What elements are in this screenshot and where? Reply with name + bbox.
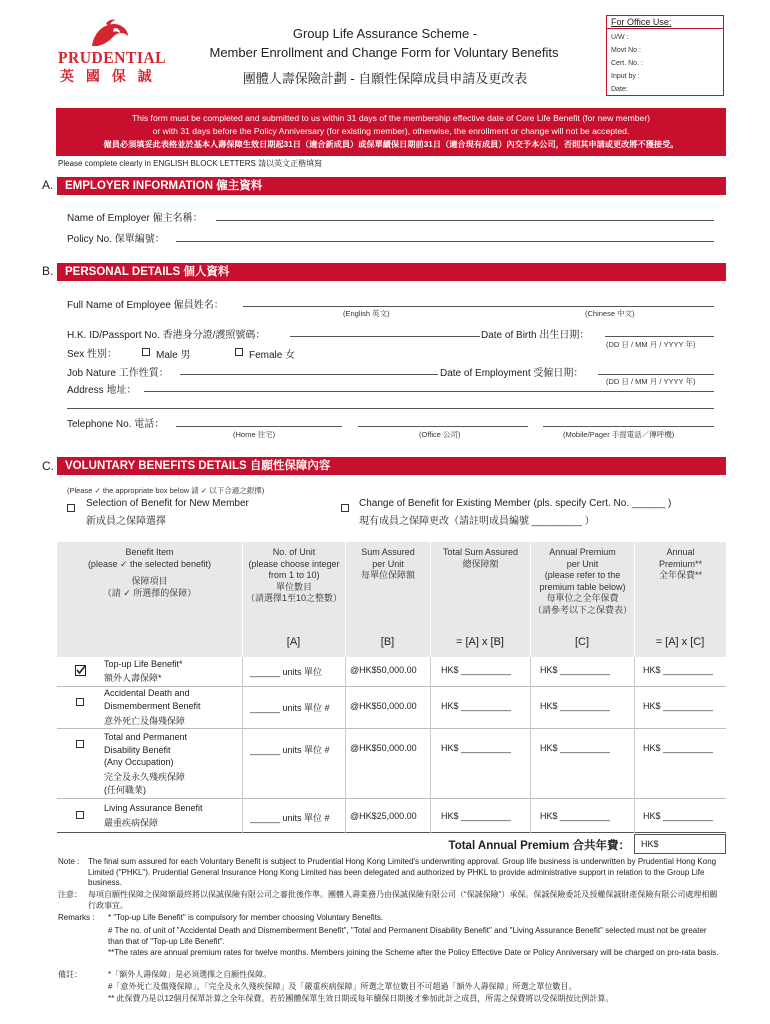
office-use-box [606,15,724,96]
col-divider [430,657,431,833]
remarks-zh-label: 備註： [58,970,82,979]
dob-label: Date of Birth 出生日期： [481,330,590,341]
form-title-line1: Group Life Assurance Scheme - [292,26,478,41]
english-name-hint: (English 英文) [343,309,390,318]
benefit-name-zh: 嚴重疾病保障 [104,818,159,828]
col-mark-b: [B] [380,636,395,648]
banner-line3: 僱員必須填妥此表格並於基本人壽保障生效日期起31日（適合新成員）或保單續保日期前31日（適合現有成員）內交予本公司，否則其申請或更改將不獲接受。 [103,140,679,149]
benefit-name-zh-2: (任何職業) [104,785,146,795]
dob-field[interactable] [605,336,714,337]
female-label: Female 女 [249,350,296,361]
col-sum-h2: per Unit [372,558,404,569]
benefit-name: Top-up Life Benefit* [104,659,183,669]
col-annual-h1: Annual [666,547,695,557]
col-mark-axb: = [A] x [B] [456,636,504,648]
logo-lion-icon [84,18,134,48]
section-a-header: EMPLOYER INFORMATION 僱主資料 [57,177,726,195]
office-row-movt: Movt No : [611,47,641,54]
col-total-h1: Total Sum Assured [442,547,519,557]
col-mark-a: [A] [286,636,301,648]
banner-line1: This form must be completed and submitted to us within 31 days of the membership effective date of Core Life Benefit (for new member) [131,113,651,123]
existing-member-label-zh: 現有成員之保障更改（請註明成員編號 _________ ） [359,516,595,527]
units-input[interactable]: ______ units 單位 # [250,813,330,823]
hkid-label: H.K. ID/Passport No. 香港身分證/護照號碼： [67,330,266,341]
note-text: The final sum assured for each Voluntary Benefit is subject to Prudential Hong Kong Limited's underwriting approval. Group life business is underwritten by Prudential Hong Kong Limited ("PHKL"). Prudential General Insurance Hong Kong Limited has been delegated and authorized by PHKL to provide administrative support in relation to the Group Life business. [88,857,717,887]
address-field-1[interactable] [144,391,714,392]
premium-input[interactable]: HK$ __________ [540,811,611,821]
benefit-name: Total and Permanent [104,732,188,742]
employer-name-field[interactable] [216,220,714,221]
logo [58,18,167,84]
male-label: Male 男 [156,350,191,361]
col-benefit-h2: (please ✓ the selected benefit) [87,558,212,569]
employment-date-label: Date of Employment 受僱日期： [440,368,584,379]
male-checkbox[interactable] [142,348,150,356]
benefit-name: Accidental Death and [104,688,190,698]
col-prem-h4: premium table below) [539,581,626,592]
col-divider [634,657,635,833]
policy-no-field[interactable] [176,241,714,242]
new-member-label-zh: 新成員之保障選擇 [86,516,166,527]
col-sum-h3: 每單位保障額 [360,570,415,580]
benefit-name-3: (Any Occupation) [104,757,174,767]
col-divider [242,657,243,833]
remark-3: **The rates are annual premium rates for twelve months. Members joining the Scheme after the Policy Effective Date or Policy Anniversary will be charged on pro-rata basis. [108,948,719,957]
existing-member-checkbox[interactable] [341,504,349,512]
sum-assured: @HK$50,000.00 [350,701,417,711]
benefit-name-2: Dismemberment Benefit [104,701,201,711]
mobile-phone-hint: (Mobile/Pager 手提電話／傳呼機) [563,430,675,439]
office-phone-field[interactable] [358,426,528,427]
col-prem-h1: Annual Premium [549,547,616,557]
note-zh-text: 每項自願性保障之保障額最終將以保誠保險有限公司之審批後作準。團體人壽業務乃由保誠保險有限公司（“保誠保險”）承保。保誠保險委託及授權保誠財產保險有限公司處理相關行政事宜。 [88,890,718,910]
col-units-h5: （請選擇1至10之整數） [245,593,343,603]
remarks-label: Remarks : [58,913,95,922]
office-row-uw: U/W : [611,34,629,41]
premium-input[interactable]: HK$ __________ [540,743,611,753]
instruction-text: Please complete clearly in ENGLISH BLOCK LETTERS 請以英文正楷填寫 [58,159,323,168]
col-benefit-h1: Benefit Item [125,547,174,557]
col-mark-c: [C] [574,636,590,648]
benefit-name-zh: 額外人壽保障* [104,673,162,683]
sum-assured: @HK$50,000.00 [350,665,417,675]
total-sum-input[interactable]: HK$ __________ [441,743,512,753]
remark-zh-2: #「意外死亡及傷殘保障」、「完全及永久殘疾保障」及「嚴重疾病保障」所選之單位數目不可超過「額外人壽保障」所選之單位數目。 [108,982,577,991]
annual-premium-input[interactable]: HK$ __________ [643,665,714,675]
col-divider [345,657,346,833]
col-units-h1: No. of Unit [272,547,316,557]
benefit-row-living [57,799,726,833]
mobile-phone-field[interactable] [543,426,714,427]
col-sum-h1: Sum Assured [361,547,415,557]
remark-1: * "Top-up Life Benefit" is compulsory for member choosing Voluntary Benefits. [108,913,384,922]
total-sum-input[interactable]: HK$ __________ [441,665,512,675]
chinese-name-hint: (Chinese 中文) [585,309,635,318]
total-sum-input[interactable]: HK$ __________ [441,811,512,821]
employer-name-label: Name of Employer 僱主名稱： [67,213,203,224]
col-prem-h3: (please refer to the [544,570,621,580]
remark-2: # The no. of unit of "Accidental Death and Dismemberment Benefit", "Total and Permanent Disability Benefit" and "Living Assurance Benefit" selected must not be greater than that of "Top-up Life Benefit". [108,926,707,946]
col-mark-axc: = [A] x [C] [655,636,705,648]
new-member-checkbox[interactable] [67,504,75,512]
remark-zh-1: *「額外人壽保障」是必須選擇之自願性保障。 [108,970,272,979]
checkbox-checked-icon[interactable] [75,665,86,676]
benefit-checkbox[interactable] [76,740,84,748]
col-divider [530,657,531,833]
total-annual-premium-label: Total Annual Premium 合共年費： [448,840,630,852]
tick-instruction: (Please ✓ the appropriate box below 請 ✓ 以下合適之銀擇) [67,486,265,495]
col-units-h4: 單位數目 [275,581,312,592]
col-units-h3: from 1 to 10) [268,570,320,580]
policy-no-label: Policy No. 保單編號： [67,234,165,245]
office-row-date: Date: [611,86,628,93]
new-member-label-en: Selection of Benefit for New Member [86,498,249,509]
benefit-row-topup [57,657,726,687]
note-label: Note : [58,857,80,866]
col-total-h2: 總保障額 [462,558,499,569]
benefit-name: Living Assurance Benefit [104,803,203,813]
benefit-row-adnd [57,687,726,729]
sum-assured: @HK$25,000.00 [350,811,417,821]
section-b-header: PERSONAL DETAILS 個人資料 [57,263,726,281]
benefit-name-zh: 意外死亡及傷殘保障 [104,716,186,726]
note-zh-label: 注意： [58,890,82,899]
section-c-header: VOLUNTARY BENEFITS DETAILS 自願性保障內容 [57,457,726,475]
premium-input[interactable]: HK$ __________ [540,701,611,711]
col-prem-h2: per Unit [566,558,599,569]
col-benefit-header [57,542,242,657]
dob-format-hint: (DD 日 / MM 月 / YYYY 年) [606,340,696,349]
annual-premium-input[interactable]: HK$ __________ [643,811,714,821]
form-title-line3: 團體人壽保險計劃 - 自願性保障成員申請及更改表 [242,71,528,86]
sex-label: Sex 性別： [67,349,118,360]
office-use-heading: For Office Use: [607,16,723,29]
logo-chinese: 英 國 保 誠 [60,68,156,84]
col-annual-h2: Premium** [658,558,702,569]
address-field-2[interactable] [67,408,714,409]
employment-date-field[interactable] [598,374,714,375]
office-row-cert: Cert. No. : [611,60,643,67]
total-annual-premium-value: HK$ [641,839,659,849]
col-prem-h6: （請參考以下之保費表） [532,604,632,615]
address-label: Address 地址： [67,385,137,396]
total-sum-input[interactable]: HK$ __________ [441,701,512,711]
benefit-row-tpd [57,729,726,799]
benefit-name-zh: 完全及永久殘疾保障 [104,772,186,782]
section-a-letter: A. [42,178,54,192]
benefit-checkbox[interactable] [76,811,84,819]
units-input[interactable]: ______ units 單位 # [250,745,330,755]
units-input[interactable]: ______ units 單位 [250,667,323,677]
units-input[interactable]: ______ units 單位 # [250,703,330,713]
office-phone-hint: (Office 公司) [419,430,461,439]
sum-assured: @HK$50,000.00 [350,743,417,753]
col-annual-h3: 全年保費** [658,570,702,580]
existing-member-label-en: Change of Benefit for Existing Member (pls. specify Cert. No. ______ ) [359,498,672,509]
full-name-label: Full Name of Employee 僱員姓名： [67,300,224,311]
deadline-banner [56,108,726,156]
col-benefit-h5: （請 ✓ 所選擇的保障） [102,587,197,598]
logo-brand: PRUDENTIAL [58,48,167,67]
benefit-checkbox[interactable] [76,698,84,706]
full-name-field[interactable] [243,306,714,307]
office-row-input: Input by : [611,73,640,80]
job-nature-label: Job Nature 工作性質： [67,368,169,379]
banner-line2: or with 31 days before the Policy Anniversary (for existing member), otherwise, the enrollment or change will not be accepted. [152,126,630,136]
remark-zh-3: ** 此保費乃是以12個月保單計算之全年保費。若於團體保單生效日期或每年續保日期後才參加此計之成員，所需之保費將以受保期按比例計算。 [108,994,614,1003]
employment-date-hint: (DD 日 / MM 月 / YYYY 年) [606,377,696,386]
col-benefit-h4: 保障項目 [131,576,168,586]
home-phone-hint: (Home 住宅) [233,430,276,439]
annual-premium-input[interactable]: HK$ __________ [643,701,714,711]
total-annual-premium-box[interactable] [634,834,726,854]
form-title-line2: Member Enrollment and Change Form for Voluntary Benefits [209,45,559,60]
hkid-field[interactable] [290,336,480,337]
section-b-letter: B. [42,264,54,278]
annual-premium-input[interactable]: HK$ __________ [643,743,714,753]
premium-input[interactable]: HK$ __________ [540,665,611,675]
female-checkbox[interactable] [235,348,243,356]
telephone-label: Telephone No. 電話： [67,419,165,430]
benefit-name-2: Disability Benefit [104,745,171,755]
home-phone-field[interactable] [176,426,342,427]
section-c-letter: C. [42,459,54,473]
col-units-h2: (please choose integer [248,558,340,569]
job-nature-field[interactable] [180,374,438,375]
col-prem-h5: 每單位之全年保費 [546,593,619,603]
